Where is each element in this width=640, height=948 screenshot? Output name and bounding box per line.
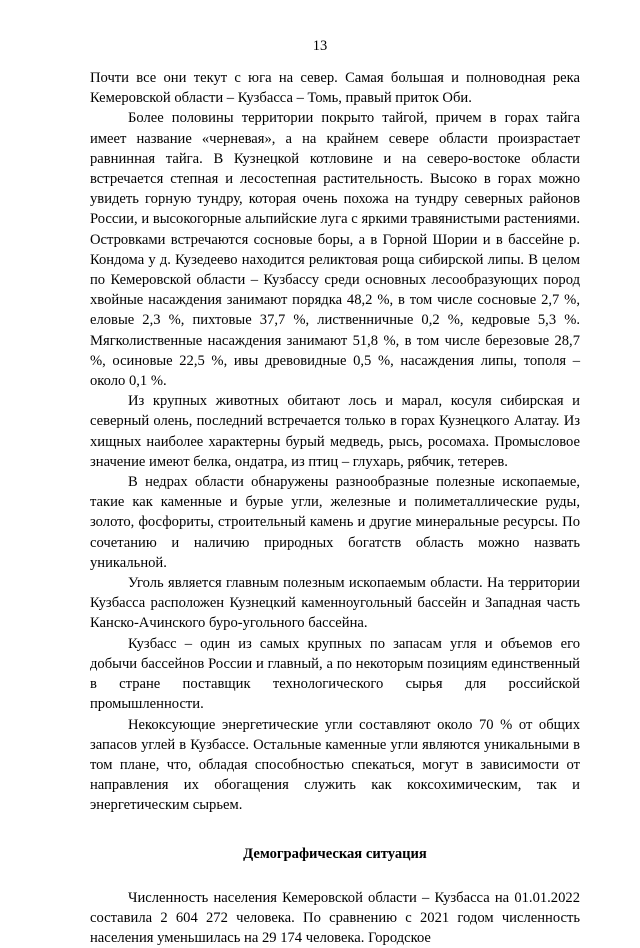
paragraph-vegetation: Более половины территории покрыто тайгой, причем в горах тайга имеет название «черневая», а на крайнем севере области произрастает равнинная тайга. В Кузнецкой котловине и на северо-востоке области встречается степная и лесостепная растительность. Высоко в горах можно увидеть горную тундру, которая очень похожа на тундру северных районов России, и высокогорные альпийские луга с яркими травянистыми растениями. Островками встречаются сосновые боры, а в Горной Шории и в бассейне р. Кондома у д. Кузедеево находится реликтовая роща сибирской липы. В целом по Кемеровской области – Кузбассу среди основных лесообразующих пород хвойные насаждения занимают порядка 48,2 %, в том числе сосновые 2,7 %, еловые 2,3 %, пихтовые 37,7 %, лиственничные 0,2 %, кедровые 5,3 %. Мягколиственные насаждения занимают 51,8 %, в том числе березовые 28,7 %, осиновые 22,5 %, ивы древовидные 0,5 %, насаждения липы, тополя – около 0,1 %. <box>90 110 580 390</box>
paragraph-rivers: Почти все они текут с юга на север. Самая большая и полноводная река Кемеровской области – Кузбасса – Томь, правый приток Оби. <box>90 70 580 107</box>
paragraph-fauna: Из крупных животных обитают лось и марал, косуля сибирская и северный олень, последний встречается только в горах Кузнецкого Алатау. Из хищных наиболее характерны бурый медведь, рысь, росомаха. Промысловое значение имеют белка, ондатра, из птиц – глухарь, рябчик, тетерев. <box>90 393 580 470</box>
page-number: 13 <box>312 38 328 54</box>
page-body <box>90 68 580 948</box>
paragraph-population: Численность населения Кемеровской области – Кузбасса на 01.01.2022 составила 2 604 272 человека. По сравнению с 2021 годом численность населения уменьшилась на 29 174 человека. Городское <box>90 889 580 947</box>
section-heading: Демографическая ситуация <box>243 845 427 862</box>
paragraph-coal: Уголь является главным полезным ископаемым области. На территории Кузбасса расположен Кузнецкий каменноугольный бассейн и Западная часть Канско-Ачинского буро-угольного бассейна. <box>90 575 580 632</box>
paragraph-energy-coal: Некоксующие энергетические угли составляют около 70 % от общих запасов углей в Кузбассе. Остальные каменные угли являются уникальными в том плане, что, обладая способностью спекаться, могут в зависимости от направления их обогащения служить как коксохимическим, так и энергетическим сырьем. <box>90 716 580 814</box>
paragraph-minerals: В недрах области обнаружены разнообразные полезные ископаемые, такие как каменные и бурые угли, железные и полиметаллические руды, золото, фосфориты, строительный камень и другие минеральные ресурсы. По сочетанию и наличию природных богатств область можно назвать уникальной. <box>90 474 580 571</box>
paragraph-kuzbass-coal: Кузбасс – один из самых крупных по запасам угля и объемов его добычи бассейнов России и главный, а по некоторым позициям единственный в стране поставщик технологического сырья для российской промышленности. <box>90 635 580 713</box>
